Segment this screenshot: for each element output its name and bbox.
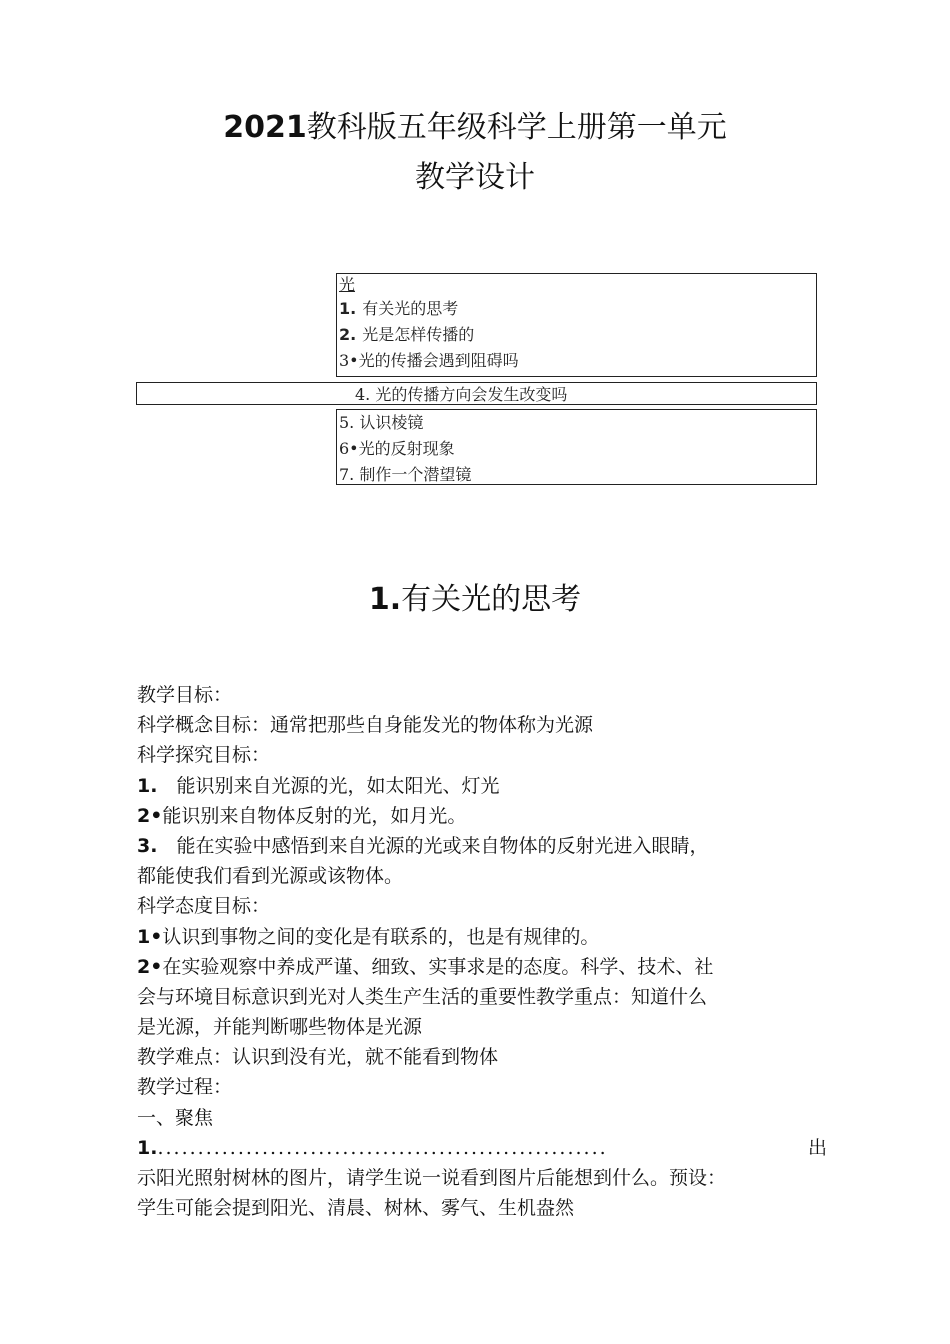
text-line: 会与环境目标意识到光对人类生产生活的重要性教学重点：知道什么 <box>137 985 708 1008</box>
text-line: 1. 能识别来自光源的光，如太阳光、灯光 <box>137 774 500 797</box>
text-line: 是光源，并能判断哪些物体是光源 <box>137 1016 423 1039</box>
text-line: 教学目标： <box>137 684 233 706</box>
toc-unit-title: 光 <box>339 275 356 294</box>
text-line: 教学过程： <box>137 1076 233 1099</box>
text-line: 科学探究目标： <box>137 744 271 767</box>
text-line: 1•认识到事物之间的变化是有联系的，也是有规律的。 <box>137 925 600 948</box>
toc-item-5: 5. 认识棱镜 <box>339 413 424 432</box>
lesson-number: 1. <box>368 582 402 617</box>
text-line: 示阳光照射树林的图片，请学生说一说看到图片后能想到什么。预设： <box>137 1167 727 1189</box>
toc-box-middle <box>136 382 817 405</box>
lesson-title <box>0 578 950 622</box>
text-line: 科学概念目标：通常把那些自身能发光的物体称为光源 <box>137 714 594 737</box>
title-text: 教科版五年级科学上册第一单元 <box>306 110 727 145</box>
document-title <box>0 108 950 148</box>
text-line: 3. 能在实验中感悟到来自光源的光或来自物体的反射光进入眼睛， <box>137 834 709 857</box>
toc-item-1: 1. 有关光的思考 <box>339 299 459 318</box>
toc-item-4: 4. 光的传播方向会发生改变吗 <box>355 385 568 404</box>
text-line: 学生可能会提到阳光、清晨、树林、雾气、生机盎然 <box>137 1197 575 1220</box>
document-subtitle: 教学设计 <box>415 160 535 195</box>
toc-item-7: 7. 制作一个潜望镜 <box>339 465 472 484</box>
text-line: 都能使我们看到光源或该物体。 <box>137 865 404 888</box>
text-line: 2•在实验观察中养成严谨、细致、实事求是的态度。科学、技术、社 <box>137 955 714 978</box>
toc-box-bottom <box>336 409 817 485</box>
toc-item-6: 6•光的反射现象 <box>339 439 455 458</box>
toc-box-top <box>336 273 817 377</box>
text-line: 一、聚焦 <box>137 1106 214 1129</box>
text-line: 科学态度目标： <box>137 895 271 918</box>
lesson-title-text: 有关光的思考 <box>401 582 582 617</box>
lesson-body <box>137 680 827 1223</box>
toc-item-2: 2. 光是怎样传播的 <box>339 325 475 344</box>
title-year: 2021 <box>223 110 307 145</box>
text-line: 教学难点：认识到没有光，就不能看到物体 <box>137 1046 499 1069</box>
text-line: 1. ........................................................ 出 <box>137 1136 827 1159</box>
toc-item-3: 3•光的传播会遇到阻碍吗 <box>339 351 519 370</box>
text-line: 2•能识别来自物体反射的光，如月光。 <box>137 804 467 827</box>
